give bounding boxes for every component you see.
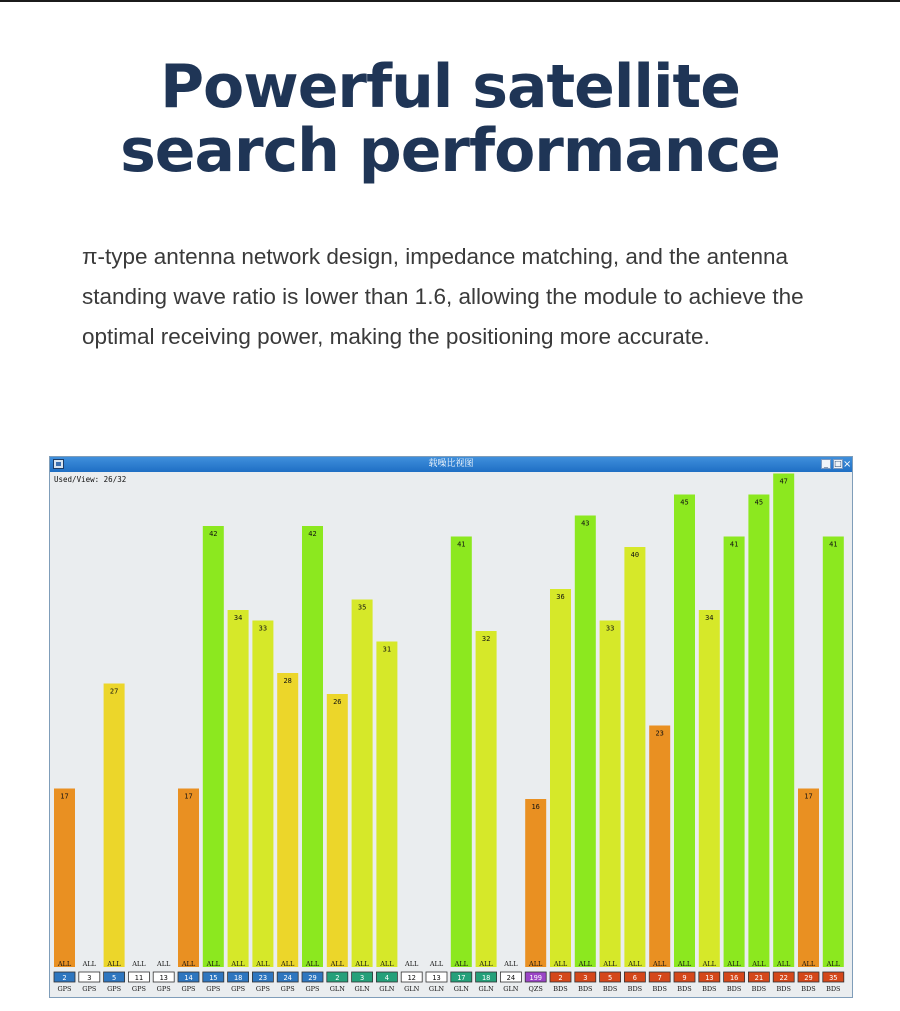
prn-label: 3 bbox=[359, 974, 365, 982]
system-label: QZS bbox=[528, 985, 543, 993]
bar-all-label: ALL bbox=[181, 960, 196, 968]
prn-label: 18 bbox=[481, 974, 491, 982]
prn-label: 2 bbox=[558, 974, 563, 982]
system-label: GLN bbox=[379, 985, 395, 993]
prn-label: 11 bbox=[134, 974, 144, 982]
bar-all-label: ALL bbox=[801, 960, 816, 968]
snr-bar bbox=[773, 474, 794, 968]
snr-value-label: 45 bbox=[754, 498, 764, 507]
system-label: GPS bbox=[82, 985, 97, 993]
snr-bar bbox=[624, 547, 645, 967]
snr-bar bbox=[104, 684, 125, 968]
snr-value-label: 28 bbox=[283, 677, 292, 685]
bar-all-label: ALL bbox=[504, 960, 518, 968]
prn-label: 4 bbox=[384, 974, 390, 982]
bar-all-label: ALL bbox=[132, 960, 146, 968]
prn-label: 13 bbox=[705, 974, 714, 982]
system-label: GPS bbox=[57, 985, 72, 993]
system-label: GPS bbox=[305, 985, 320, 993]
system-label: BDS bbox=[751, 985, 767, 993]
prn-label: 17 bbox=[457, 974, 466, 982]
system-label: GLN bbox=[428, 985, 445, 993]
headline-line-1: Powerful satellite bbox=[160, 52, 740, 122]
system-label: GLN bbox=[503, 985, 519, 993]
bar-all-label: ALL bbox=[826, 960, 840, 968]
snr-value-label: 17 bbox=[184, 792, 193, 801]
prn-label: 13 bbox=[159, 974, 168, 982]
snr-bar bbox=[178, 789, 199, 968]
snr-value-label: 17 bbox=[60, 792, 69, 801]
system-label: BDS bbox=[726, 985, 742, 993]
bar-all-label: ALL bbox=[777, 960, 791, 968]
close-button[interactable]: × bbox=[843, 459, 852, 470]
snr-bar bbox=[525, 799, 546, 967]
minimize-button[interactable]: _ bbox=[821, 459, 831, 469]
bar-all-label: ALL bbox=[603, 960, 617, 968]
prn-label: 23 bbox=[258, 974, 268, 982]
bar-all-label: ALL bbox=[454, 960, 468, 968]
used-view-readout: Used/View: 26/32 bbox=[54, 475, 127, 484]
snr-bar bbox=[54, 789, 75, 968]
system-label: BDS bbox=[652, 985, 667, 993]
bar-all-label: ALL bbox=[429, 960, 444, 968]
snr-bar bbox=[724, 537, 745, 968]
system-label: GPS bbox=[156, 985, 171, 993]
prn-label: 3 bbox=[583, 974, 588, 982]
system-label: GPS bbox=[206, 985, 221, 993]
prn-label: 35 bbox=[829, 974, 838, 982]
snr-bar bbox=[277, 673, 298, 967]
bar-all-label: ALL bbox=[479, 960, 493, 968]
snr-bar bbox=[302, 526, 323, 967]
bar-all-label: ALL bbox=[256, 960, 270, 968]
snr-bar bbox=[376, 642, 397, 968]
snr-bar bbox=[550, 589, 571, 967]
bar-all-label: ALL bbox=[677, 960, 692, 968]
maximize-button[interactable]: □ bbox=[834, 459, 842, 468]
system-label: BDS bbox=[702, 985, 717, 993]
system-label: BDS bbox=[578, 985, 593, 993]
prn-label: 18 bbox=[233, 974, 243, 982]
system-label: GLN bbox=[453, 985, 469, 993]
bar-all-label: ALL bbox=[107, 960, 121, 968]
bar-all-label: ALL bbox=[281, 960, 295, 968]
bar-all-label: ALL bbox=[206, 960, 220, 968]
page-headline bbox=[0, 52, 900, 186]
system-label: BDS bbox=[677, 985, 692, 993]
prn-label: 14 bbox=[184, 974, 193, 982]
snr-value-label: 40 bbox=[630, 551, 640, 559]
bar-all-label: ALL bbox=[628, 960, 642, 968]
bar-all-label: ALL bbox=[231, 960, 245, 968]
prn-label: 24 bbox=[506, 974, 516, 982]
prn-label: 7 bbox=[657, 974, 662, 982]
prn-label: 22 bbox=[779, 974, 788, 982]
snr-bar bbox=[327, 694, 348, 967]
snr-value-label: 31 bbox=[382, 645, 392, 654]
snr-bar bbox=[252, 621, 273, 968]
bar-all-label: ALL bbox=[330, 960, 344, 968]
snr-value-label: 41 bbox=[729, 540, 739, 549]
bar-all-label: ALL bbox=[529, 960, 543, 968]
system-label: GPS bbox=[280, 985, 295, 993]
snr-value-label: 41 bbox=[829, 540, 838, 549]
snr-value-label: 27 bbox=[109, 687, 119, 696]
prn-label: 5 bbox=[111, 974, 117, 982]
description-line-3: optimal receiving power, making the positioning more accurate. bbox=[82, 324, 710, 349]
prn-label: 29 bbox=[308, 974, 317, 982]
snr-bar bbox=[476, 631, 497, 967]
snr-value-label: 35 bbox=[357, 603, 367, 612]
prn-label: 29 bbox=[804, 974, 813, 982]
snr-value-label: 33 bbox=[605, 624, 615, 633]
cn-ratio-window bbox=[49, 456, 853, 998]
snr-bar bbox=[600, 621, 621, 968]
snr-value-label: 16 bbox=[531, 803, 540, 811]
system-label: BDS bbox=[826, 985, 841, 993]
prn-label: 15 bbox=[209, 974, 218, 982]
snr-value-label: 36 bbox=[556, 593, 565, 601]
system-label: GLN bbox=[404, 985, 420, 993]
system-label: BDS bbox=[602, 985, 618, 993]
snr-bar bbox=[203, 526, 224, 967]
description-paragraph bbox=[82, 237, 842, 357]
system-label: BDS bbox=[776, 985, 791, 993]
headline-line-2: search performance bbox=[120, 116, 780, 186]
snr-bar bbox=[674, 495, 695, 968]
snr-value-label: 47 bbox=[779, 477, 788, 486]
prn-label: 6 bbox=[632, 974, 638, 982]
system-label: GLN bbox=[354, 985, 370, 993]
system-label: GLN bbox=[329, 985, 345, 993]
system-label: BDS bbox=[553, 985, 568, 993]
snr-value-label: 26 bbox=[333, 698, 342, 706]
prn-label: 21 bbox=[754, 974, 764, 982]
snr-bar-chart bbox=[50, 457, 853, 998]
bar-all-label: ALL bbox=[727, 960, 741, 968]
snr-value-label: 17 bbox=[804, 792, 813, 801]
system-label: BDS bbox=[801, 985, 816, 993]
snr-value-label: 43 bbox=[581, 519, 590, 528]
prn-label: 16 bbox=[729, 974, 739, 982]
snr-value-label: 42 bbox=[209, 530, 218, 538]
snr-bar bbox=[228, 610, 249, 967]
snr-value-label: 42 bbox=[308, 530, 317, 538]
prn-label: 2 bbox=[62, 974, 67, 982]
snr-value-label: 45 bbox=[680, 498, 689, 507]
snr-value-label: 23 bbox=[655, 729, 664, 738]
snr-value-label: 33 bbox=[258, 624, 268, 633]
bar-all-label: ALL bbox=[553, 960, 568, 968]
system-label: GPS bbox=[231, 985, 246, 993]
system-label: GPS bbox=[131, 985, 146, 993]
snr-value-label: 32 bbox=[481, 635, 491, 643]
bar-all-label: ALL bbox=[82, 960, 96, 968]
bar-all-label: ALL bbox=[157, 960, 171, 968]
system-label: GPS bbox=[107, 985, 122, 993]
snr-value-label: 34 bbox=[233, 614, 243, 622]
system-label: BDS bbox=[627, 985, 643, 993]
window-title: 载噪比视图 bbox=[428, 459, 474, 469]
snr-bar bbox=[798, 789, 819, 968]
bar-all-label: ALL bbox=[380, 960, 394, 968]
system-label: GPS bbox=[255, 985, 270, 993]
snr-bar bbox=[451, 537, 472, 968]
bar-all-label: ALL bbox=[305, 960, 320, 968]
system-label: GPS bbox=[181, 985, 196, 993]
bar-all-label: ALL bbox=[578, 960, 592, 968]
prn-label: 9 bbox=[682, 974, 687, 982]
snr-bar bbox=[823, 537, 844, 968]
description-line-1: π-type antenna network design, impedance matching, and the antenna bbox=[82, 244, 788, 269]
snr-value-label: 41 bbox=[457, 540, 466, 549]
bar-all-label: ALL bbox=[405, 960, 419, 968]
prn-label: 12 bbox=[407, 974, 416, 982]
prn-label: 13 bbox=[432, 974, 441, 982]
snr-bar bbox=[649, 726, 670, 968]
top-divider bbox=[0, 0, 900, 2]
bar-all-label: ALL bbox=[57, 960, 72, 968]
prn-label: 3 bbox=[87, 974, 92, 982]
snr-bar bbox=[352, 600, 373, 968]
system-label: GLN bbox=[478, 985, 494, 993]
snr-bar bbox=[575, 516, 596, 968]
snr-bar bbox=[699, 610, 720, 967]
prn-label: 199 bbox=[529, 974, 543, 982]
prn-label: 5 bbox=[607, 974, 613, 982]
prn-label: 24 bbox=[283, 974, 292, 982]
bar-all-label: ALL bbox=[653, 960, 667, 968]
snr-bar bbox=[748, 495, 769, 968]
bar-all-label: ALL bbox=[702, 960, 716, 968]
prn-label: 2 bbox=[335, 974, 340, 982]
snr-value-label: 34 bbox=[705, 614, 714, 622]
bar-all-label: ALL bbox=[752, 960, 766, 968]
bar-all-label: ALL bbox=[355, 960, 369, 968]
description-line-2: standing wave ratio is lower than 1.6, allowing the module to achieve the bbox=[82, 284, 804, 309]
